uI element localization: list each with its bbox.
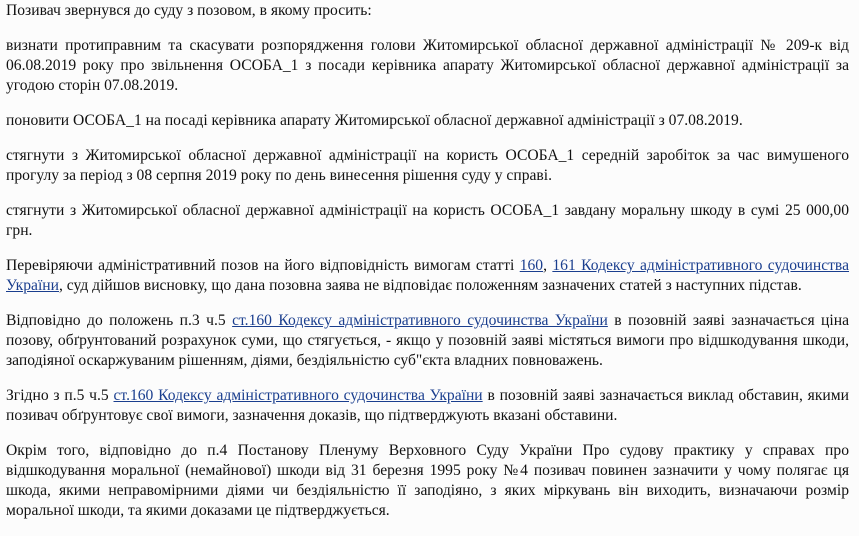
clause-3-paragraph <box>6 311 849 371</box>
compliance-text-after: , суд дійшов висновку, що дана позовна заява не відповідає положенням зазначених статей з наступних підстав. <box>59 277 802 294</box>
clause-5-text-after: в позовній заяві зазначається виклад обставин, якими позивач обґрунтовує свої вимоги, зазначення доказів, що підтверджують вказані обставини. <box>6 387 849 424</box>
compliance-check-paragraph <box>6 256 849 296</box>
article-160-code-link[interactable]: ст.160 Кодексу адміністративного судочинства України <box>232 312 608 329</box>
link-separator: , <box>543 257 553 274</box>
clause-5-text-before: Згідно з п.5 ч.5 <box>6 387 114 404</box>
intro-paragraph: Позивач звернувся до суду з позовом, в якому просить: <box>6 2 372 19</box>
clause-5-paragraph <box>6 386 849 426</box>
article-161-code-link[interactable]: 161 Кодексу адміністративного судочинства України <box>6 257 850 294</box>
article-160-code-link-2[interactable]: ст.160 Кодексу адміністративного судочинства України <box>113 387 483 404</box>
compliance-text-before: Перевіряючи адміністративний позов на його відповідність вимогам статті <box>6 257 520 274</box>
clause-3-text-before: Відповідно до положень п.3 ч.5 <box>6 312 233 329</box>
claim-paragraph-3: стягнути з Житомирської обласної державної адміністрації на користь ОСОБА_1 середній заробіток за час вимушеного прогулу за період з 08 серпня 2019 року по день винесення рішення суду у справі. <box>6 147 849 184</box>
plenum-paragraph: Окрім того, відповідно до п.4 Постанову Пленуму Верховного Суду України Про судову практику у справах про відшкодування моральної (немайнової) шкоди від 31 березня 1995 року №4 позивач повинен зазначити у чому полягає ця шкода, якими неправомірними діями чи бездіяльністю її заподіяно, з яких міркувань він виходить, визначаючи розмір моральної шкоди, та якими доказами це підтверджується. <box>6 442 849 519</box>
document-body <box>6 0 849 536</box>
claim-paragraph-1: визнати протиправним та скасувати розпорядження голови Житомирської обласної державної адміністрації № 209-к від 06.08.2019 року про звільнення ОСОБА_1 з посади керівника апарату Житомирської обласної державної адміністрації за угодою сторін 07.08.2019. <box>6 37 849 94</box>
clause-3-text-after: в позовній заяві зазначається ціна позову, обґрунтований розрахунок суми, що стягується, - якщо у позовній заяві містяться вимоги про відшкодування шкоди, заподіяної оскаржуваним рішенням, діями, бездіяльністю суб"єкта владних повноважень. <box>6 312 849 369</box>
claim-paragraph-4: стягнути з Житомирської обласної державної адміністрації на користь ОСОБА_1 завдану моральну шкоду в сумі 25 000,00 грн. <box>6 202 849 239</box>
article-160-link[interactable]: 160 <box>519 257 544 274</box>
claim-paragraph-2: поновити ОСОБА_1 на посаді керівника апарату Житомирської обласної державної адміністрації з 07.08.2019. <box>6 112 743 129</box>
